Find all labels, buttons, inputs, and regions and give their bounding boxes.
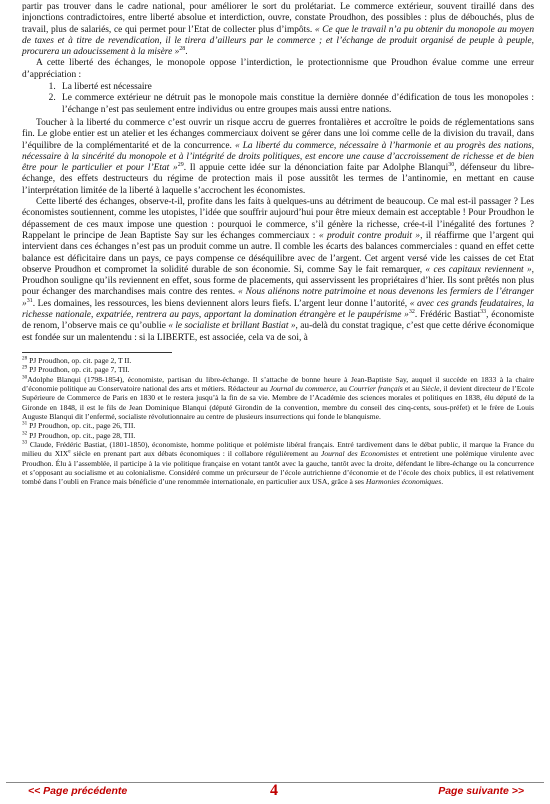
footnote-ref: 29 <box>177 162 184 169</box>
text: Toucher à la liberté du commerce c’est ouvrir un risque accru de guerres frontalières et accroître le poids de réglementations sans fin. Le globe entier est un atelier et les échanges commerciaux doivent se gérer dans une loi comme celle de la division du travail, dans l’équilibre de la complémentarité et de la concurrence. <box>22 117 534 151</box>
footnote-divider <box>22 352 172 353</box>
text: . Frédéric Bastiat <box>414 310 481 321</box>
document-page <box>22 2 534 487</box>
text: Cette liberté des échanges, observe-t-il, profite dans les faits à quelques-uns au détriment de beaucoup. Ce mal est-il passager ? Les économistes soutiennent, comme les utopistes, l’idée que souffrir aujourd’hui pour être mieux demain est acceptable ! Pour Proudhon le dépassement de ces maux impose une question : pourquoi le commerce, s’il génère la richesse, crée-t-il l’inégalité des fortunes ? Rappelant le principe de Jean Baptiste Say sur les échanges commerciaux : <box>22 197 534 241</box>
quote: « ces capitaux reviennent » <box>425 264 532 275</box>
footnote-number: 29 <box>22 364 28 371</box>
text: , Proudhon souligne qu’ils reviennent en effet, sous forme de placements, qui asservissent les propriétaires d’hier. Ils sont prêtés non plus pour échanger des marchandises mais contre des rentes. <box>22 264 534 298</box>
quote: « produit contre produit » <box>318 230 421 241</box>
book-title: Harmonies économiques <box>365 477 442 487</box>
footnote-text: Claude, Frédéric Bastiat, (1801-1850), économiste, homme politique et polémiste libéral français. Entré tardivement dans le débat public, il marque la France du milieu du XIX <box>22 440 534 459</box>
argument-list <box>22 82 534 116</box>
footnote-ref: 31 <box>26 297 33 304</box>
journal-title: Journal des Economistes <box>320 449 399 459</box>
list-item: 1. La liberté est nécessaire <box>58 82 534 93</box>
footnote-text: et au <box>402 383 422 393</box>
footnote-ref: 30 <box>448 162 455 169</box>
quote: « avec ces grands feudataires, la richesse nationale, expatriée, rentrera au pays, apportant la domination étrangère et le paupérisme » <box>22 298 534 321</box>
quote: « le socialiste et brillant Bastiat » <box>168 321 296 332</box>
footnote-number: 32 <box>22 430 28 437</box>
page-number: 4 <box>270 782 278 799</box>
journal-title: Courrier français <box>348 383 403 393</box>
superscript: e <box>68 448 71 455</box>
previous-page-link[interactable]: << Page précédente <box>28 785 128 797</box>
footnote-number: 33 <box>22 439 28 446</box>
footnote-ref: 28 <box>179 46 186 53</box>
footnote-text: PJ Proudhon, op. cit., page 26, TII. <box>27 421 136 431</box>
footnote-text: siècle en prenant part aux débats économiques : il collabore régulièrement au <box>70 449 321 459</box>
paragraph-protectionism: A cette liberté des échanges, le monopole oppose l’interdiction, le protectionnisme que Proudhon évalue comme une erreur d’appréciation : <box>22 58 534 80</box>
paragraph-free-trade-possibilities <box>22 2 534 58</box>
footnote-number: 30 <box>22 374 28 381</box>
journal-title: Journal du commerce <box>269 383 336 393</box>
paragraph-inequality <box>22 197 534 344</box>
paragraph-trade-liberty <box>22 118 534 197</box>
text: . Il appuie cette idée sur la dénonciation faite par Adolphe Blanqui <box>183 163 449 174</box>
footnote-text: PJ Proudhon, op. cit. page 2, T II. <box>27 355 132 365</box>
footnote-text: , il devient directeur de l’Ecole Supérieure de Commerce de Paris en 1830 et le restera jusqu’à la fin de sa vie. Membre de l’Académie des sciences morales et politiques en 1838, élu député de la Gironde en 1848, il est le fils de Jean Dominique Blanqui (député Girondin de la convention, membre du conseil des cinq-cents, sous-préfet) et le frère de Louis Auguste Blanqui dit l’enfermé, socialiste révolutionnaire au centre de plusieurs insurrections qui fonde le blanquisme. <box>22 383 535 421</box>
quote: « Nous aliénons notre patrimoine et nous devenons les fermiers de l’étranger » <box>22 287 535 309</box>
journal-title: Siècle <box>421 383 440 393</box>
footnote-number: 28 <box>22 355 28 362</box>
footnote-33 <box>22 440 534 487</box>
footnote-30 <box>22 375 534 422</box>
footnote-text: PJ Proudhon, op. cit. page 7, TII. <box>27 365 130 375</box>
footnote-text: PJ Proudhon, op. cit., page 28, TII. <box>27 430 136 440</box>
quote: « Ce que le travail n’a pu obtenir du monopole au moyen de taxes et à titre de revendication, il le tirera d’ailleurs par le commerce ; et l’échange de produit organisé de peuple à peuple, procurera un adoucissement à la misère » <box>22 24 535 58</box>
text: . <box>185 47 188 58</box>
text: partir pas trouver dans le cadre national, pour améliorer le sort du prolétariat. Le commerce extérieur, souvent tiraillé dans des injonctions contradictoires, entre liberté absolue et interdiction, ouvre, constate Proudhon, des possibles : plus de débouchés, plus de travail, plus de salariés, ce qui permet pour l’Etat de collecter plus d’impôts. <box>22 2 534 35</box>
quote: « La liberté du commerce, nécessaire à l’harmonie et au progrès des nations, nécessaire à la sincérité du monopole et à l’intégrité de droits politiques, est encore une cause d’accroissement de richesse et de bien être pour le particulier et pour l’Etat » <box>22 140 534 174</box>
footnote-number: 31 <box>22 420 28 427</box>
footnote-28 <box>22 356 534 365</box>
text: , défenseur du libre-échange, des effets destructeurs du régime de protection mais il pose aussitôt les termes de l’antinomie, en mettant en cause l’interprétation limitée de la liberté à laquelle s’accrochent les économistes. <box>22 163 534 196</box>
footnote-ref: 33 <box>480 308 487 315</box>
footnote-text: . <box>441 477 444 487</box>
footnote-31 <box>22 421 534 430</box>
text: . Les domaines, les ressources, les biens deviennent alors leurs fiefs. L’argent leur donne l’autorité, <box>32 298 410 309</box>
footnote-text: et entretient une polémique virulente avec Proudhon. Élu à l’assemblée, il participe à la vie politique française en votant tantôt avec la gauche, tantôt avec la droite, défendant le libre-échange ou la concurrence et s’opposant au socialisme et au colonialisme. Considéré comme un précurseur de l’école autrichienne d’économie et de l’école des choix publics, il est relativement tombé dans l’oubli en France mais bénéficie d’une renommée internationale, en particulier aux USA, grâce à ses <box>22 449 534 487</box>
text: , au-delà du constat tragique, c’est que cette dérive économique est fondée sur un malentendu : si la LIBERTE, est associée, cela va de soi, à <box>22 321 535 343</box>
footnote-text: , au <box>335 383 349 393</box>
next-page-link[interactable]: Page suivante >> <box>438 785 524 797</box>
footnote-29 <box>22 365 534 374</box>
text: , il réaffirme que l’argent qui intervient dans ces échanges n’est pas un produit comme un autre. Il comble les écarts des balances commerciales : quand en effet cette balance est déficitaire dans un pays, ce pays compense ce déséquilibre avec de l’argent. Cet argent versé vide les caisses de cet Etat observe Proudhon et compromet la solidité durable de son économie. Si, comme Say le fait remarquer, <box>22 230 534 275</box>
footnote-32 <box>22 431 534 440</box>
list-item: 2. Le commerce extérieur ne détruit pas le monopole mais constitue la dernière donnée d’édification de tous les monopoles : l’échange n’est pas seulement entre individus ou entre groupes mais aussi entre nations. <box>58 93 534 116</box>
page-footer-nav <box>6 782 544 801</box>
footnote-text: Adolphe Blanqui (1798-1854), économiste, partisan du libre-échange. Il s’attache de bonne heure à Jean-Baptiste Say, auquel il succède en 1833 à la chaire d’économie politique au Conservatoire national des arts et métiers. Rédacteur au <box>22 374 534 393</box>
footnote-ref: 32 <box>408 308 415 315</box>
text: , économiste de renom, l’observe mais ce qu’oublie <box>22 310 535 332</box>
